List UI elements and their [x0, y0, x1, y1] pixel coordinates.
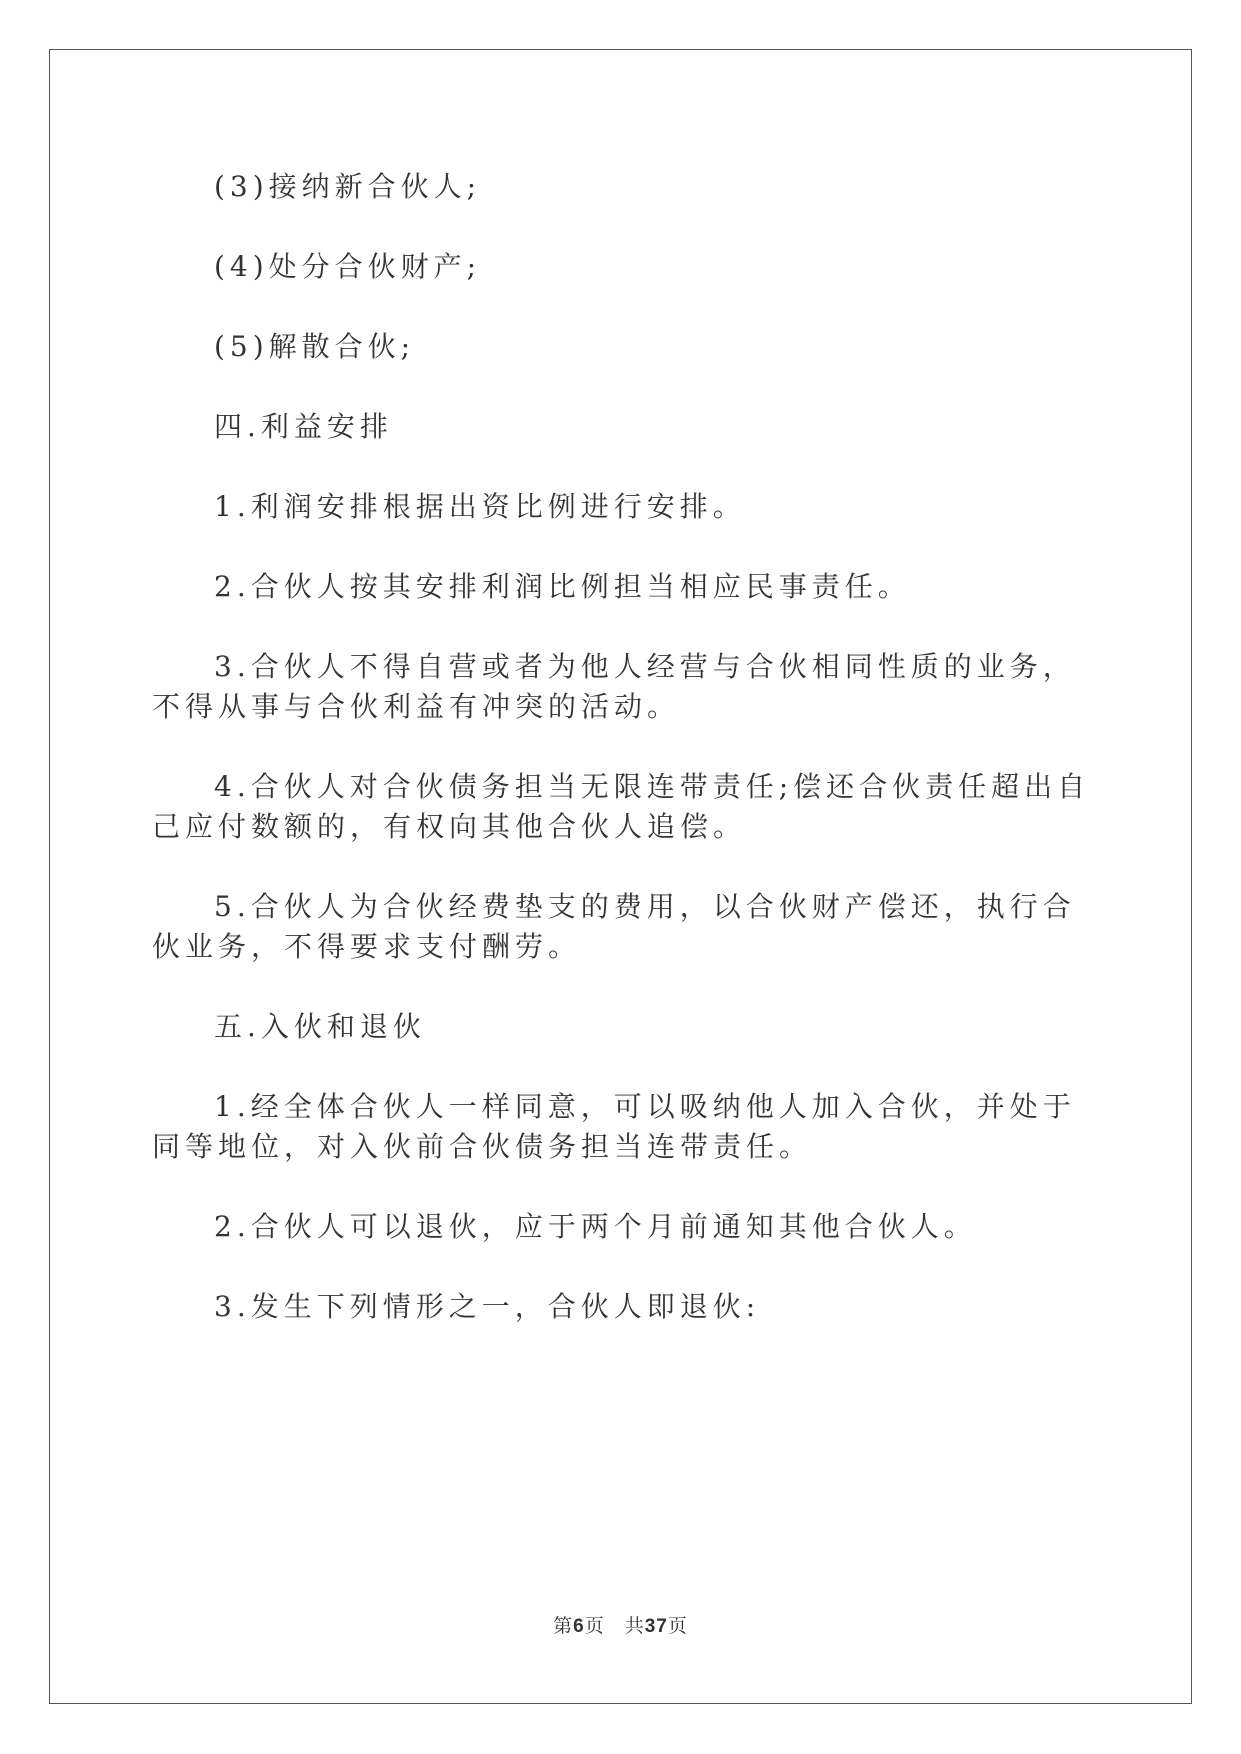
paragraph-item-5: (5)解散合伙; [214, 330, 416, 363]
section-heading-profit: 四.利益安排 [214, 410, 393, 443]
paragraph-join-2: 2.合伙人可以退伙，应于两个月前通知其他合伙人。 [214, 1210, 977, 1243]
paragraph-profit-1: 1.利润安排根据出资比例进行安排。 [214, 490, 746, 523]
total-suffix: 页 [667, 1615, 688, 1637]
total-prefix: 共 [624, 1615, 645, 1637]
page-footer [0, 1611, 1241, 1638]
section-heading-join-leave: 五.入伙和退伙 [214, 1010, 426, 1043]
paragraph-profit-5: 5.合伙人为合伙经费垫支的费用，以合伙财产偿还，执行合伙业务，不得要求支付酬劳。 [152, 890, 1076, 963]
page-suffix: 页 [584, 1615, 605, 1637]
paragraph-item-3: (3)接纳新合伙人; [214, 170, 482, 203]
paragraph-join-1: 1.经全体合伙人一样同意，可以吸纳他人加入合伙，并处于同等地位，对入伙前合伙债务担当连带责任。 [152, 1090, 1076, 1163]
paragraph-join-3: 3.发生下列情形之一，合伙人即退伙: [214, 1290, 761, 1323]
paragraph-profit-3: 3.合伙人不得自营或者为他人经营与合伙相同性质的业务，不得从事与合伙利益有冲突的活动。 [152, 650, 1076, 723]
page-current: 6 [573, 1616, 585, 1637]
page-total: 37 [644, 1616, 668, 1637]
paragraph-item-4: (4)处分合伙财产; [214, 250, 482, 283]
paragraph-profit-2: 2.合伙人按其安排利润比例担当相应民事责任。 [214, 570, 911, 603]
page-prefix: 第 [553, 1615, 574, 1637]
document-body [152, 167, 1092, 1367]
paragraph-profit-4: 4.合伙人对合伙债务担当无限连带责任;偿还合伙责任超出自己应付数额的，有权向其他合伙人追偿。 [152, 770, 1091, 843]
